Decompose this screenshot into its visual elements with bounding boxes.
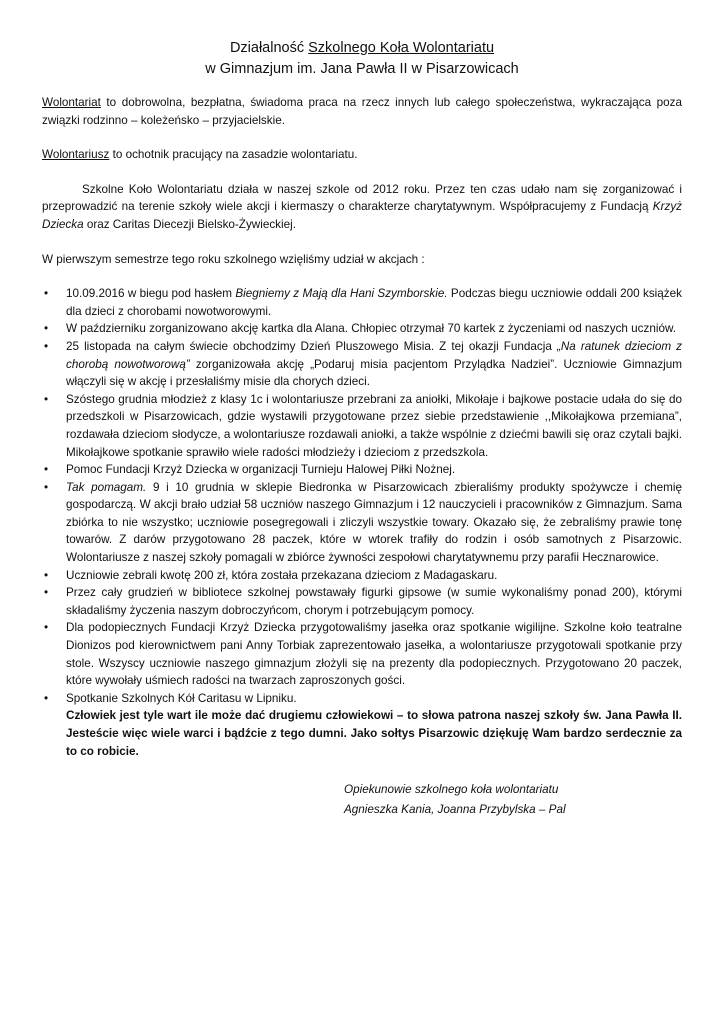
signature-block [42,780,682,820]
bullet-icon: • [44,621,49,635]
list-item: • Szóstego grudnia młodzież z klasy 1c i wolontariusze przebrani za aniołki, Mikołaje i bajkowe postacie udała do się do przedszkoli w Pisarzowicach, gdzie wystawili przygotowane przez siebie przedstawienie ,,Mikołajkowa przemiana”, rozdawała dzieciom słodycze, a wolontariusze rozdawali aniołki, a także wspólnie z dziećmi bawili się oraz czytali bajki. Mikołajkowe spotkanie sprawiło wiele radości młodzieży i dzieciom z przedszkola. [44,392,682,459]
actions-list [42,285,682,760]
list-item: • 10.09.2016 w biegu pod hasłem Biegniemy z Mają dla Hani Szymborskie. Podczas biegu uczniowie oddali 200 książek dla dzieci z chorobami nowotworowymi. [44,287,682,318]
definition-wolontariusz: Wolontariusz to ochotnik pracujący na zasadzie wolontariatu. [42,148,358,162]
list-item: • Tak pomagam. 9 i 10 grudnia w sklepie Biedronka w Pisarzowicach zbieraliśmy produkty spożywcze i chemię gospodarczą. W akcji brało udział 58 uczniów naszego Gimnazjum i 12 nauczycieli i pracowników z Gimnazjum. Sama zbiórka to nie wszystko; uczniowie posegregowali i zliczyli wszystkie towary. Okazało się, że zebraliśmy prawie tonę towarów. Z darów przygotowano 28 paczek, które w wtorek trafiły do rodzin i osób samotnych z Pisarzowic. Wolontariusze z naszej szkoły pomagali w zbiórce żywności zespołowi charytatywnemu przy parafii Hecznarowice. [44,480,682,565]
title-underlined-part: Szkolnego Koła Wolontariatu [308,40,495,56]
document-title [42,38,682,80]
list-item: • Spotkanie Szkolnych Kół Caritasu w Lipniku. Człowiek jest tyle wart ile może dać drugiemu człowiekowi – to słowa patrona naszej szkoły św. Jana Pawła II. Jesteście więc wiele warci i bądźcie z tego dumni. Jako sołtys Pisarzowic dziękuję Wam bardzo serdecznie za to co robicie. [44,691,682,758]
title-line-1: Działalność Szkolnego Koła Wolontariatu [229,40,495,56]
list-item: • 25 listopada na całym świecie obchodzimy Dzień Pluszowego Misia. Z tej okazji Fundacja „Na ratunek dzieciom z chorobą nowotworową” zorganizowała akcję „Podaruj misia pacjentom Przylądka Nadziei”. Uczniowie Gimnazjum włączyli się w akcję i przesłaliśmy misie dla chorych dzieci. [44,339,682,389]
bullet-icon: • [44,568,49,582]
list-item: • Uczniowie zebrali kwotę 200 zł, która została przekazana dzieciom z Madagaskaru. [42,567,682,585]
list-item: • Dla podopiecznych Fundacji Krzyż Dziecka przygotowaliśmy jasełka oraz spotkanie wigilijne. Szkolne koło teatralne Dionizos pod kierownictwem pani Anny Torbiak zaprezentowało jasełka, a wolontariusze przygotowali spotkanie przy stole. Wszyscy uczniowie naszego gimnazjum złożyli się na prezenty dla podopiecznych. Przygotowano 20 paczek, które wywołały uśmiech radości na twarzach zaproszonych gości. [44,621,682,688]
bullet-icon: • [44,322,49,336]
bullet-icon: • [44,392,49,406]
title-line-2: w Gimnazjum im. Jana Pawła II w Pisarzowicach [205,61,519,77]
list-item: • W październiku zorganizowano akcję kartka dla Alana. Chłopiec otrzymał 70 kartek z życzeniami od naszych uczniów. [42,320,682,338]
semester-heading: W pierwszym semestrze tego roku szkolnego wzięliśmy udział w akcjach : [42,252,425,266]
term-wolontariat: Wolontariat [42,96,101,109]
signature-names: Agnieszka Kania, Joanna Przybylska – Pal [344,803,566,817]
bullet-icon: • [44,691,49,705]
bullet-icon: • [44,463,49,477]
bullet-icon: • [44,586,49,600]
signature-role: Opiekunowie szkolnego koła wolontariatu [344,783,559,797]
bullet-icon: • [44,287,49,301]
list-item: • Przez cały grudzień w bibliotece szkolnej powstawały figurki gipsowe (w sumie wykonaliśmy ponad 200), którymi składaliśmy życzenia naszym dobroczyńcom, chorym i potrzebującym pomocy. [44,586,682,617]
list-item: • Pomoc Fundacji Krzyż Dziecka w organizacji Turnieju Halowej Piłki Nożnej. [42,461,682,479]
term-wolontariusz: Wolontariusz [42,148,110,162]
definition-wolontariat: Wolontariat to dobrowolna, bezpłatna, świadoma praca na rzecz innych lub całego społeczeństwa, wykraczająca poza związki rodzinno – koleżeńsko – przyjacielskie. [42,96,682,127]
bullet-icon: • [44,339,49,353]
bullet-icon: • [44,480,49,494]
closing-quote: Człowiek jest tyle wart ile może dać drugiemu człowiekowi – to słowa patrona naszej szkoły św. Jana Pawła II. Jesteście więc wiele warci i bądźcie z tego dumni. Jako sołtys Pisarzowic dziękuję Wam bardzo serdecznie za to co robicie. [66,709,682,758]
intro-paragraph: Szkolne Koło Wolontariatu działa w naszej szkole od 2012 roku. Przez ten czas udało nam się zorganizować i przeprowadzić na terenie szkoły wiele akcji i kiermaszy o charakterze charytatywnym. Współpracujemy z Fundacją Krzyż Dziecka oraz Caritas Diecezji Bielsko-Żywieckiej. [42,182,682,231]
